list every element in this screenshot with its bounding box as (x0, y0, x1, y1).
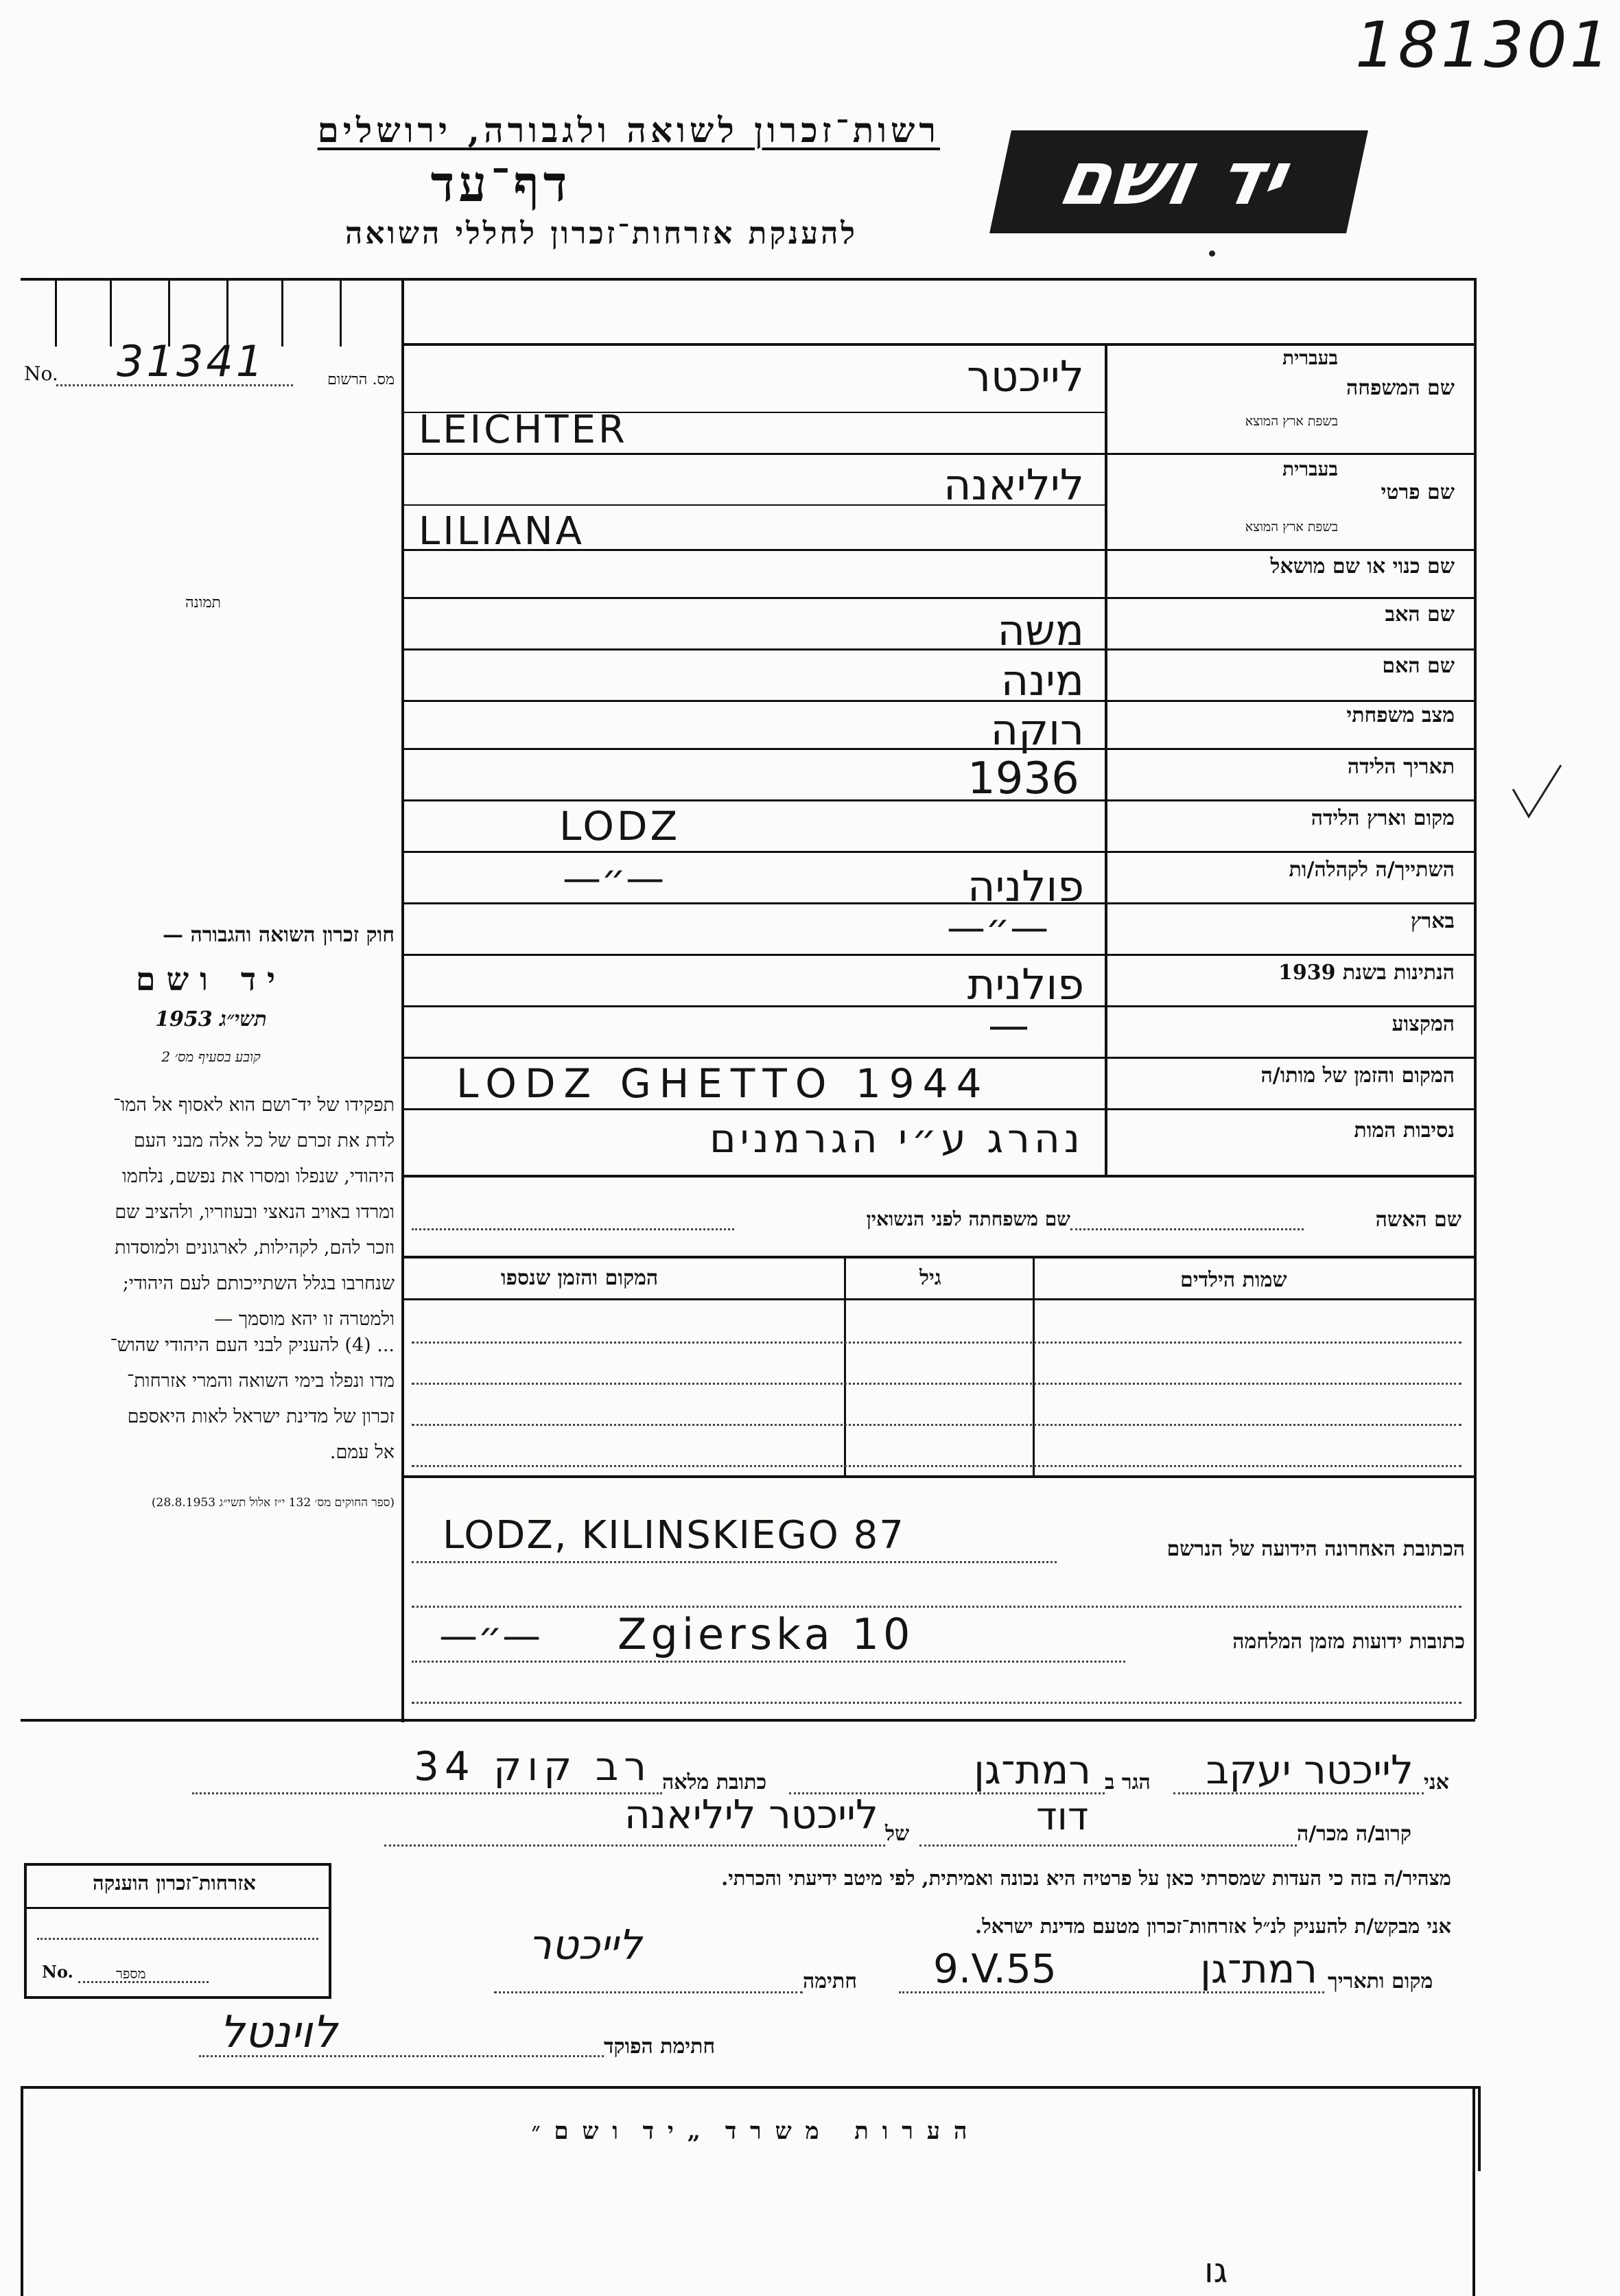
officer-signature: לוינטל (220, 2007, 338, 2058)
war-address-ditto: —״— (439, 1614, 541, 1659)
law-title: חוק זכרון השואה והגבורה — (163, 923, 395, 947)
citizenship-awarded-box (24, 1863, 331, 1999)
bottom-dot (1209, 250, 1215, 257)
relation-of-name: לייכטר ליליאנה (624, 1791, 878, 1838)
family-name-native-label: בשפת ארץ המוצא (1245, 414, 1338, 429)
yad-vashem-logo (989, 130, 1368, 233)
community-ditto: —״— (563, 856, 665, 901)
mother-label: שם האם (1382, 654, 1455, 678)
birth-place-value: LODZ (559, 803, 681, 850)
law-clause: קובע בסעיף מס׳ 2 (161, 1049, 261, 1065)
children-age-header: גיל (919, 1266, 941, 1290)
last-address-value: LODZ, KILINSKIEGO 87 (443, 1513, 905, 1558)
country-label: בארץ (1410, 909, 1455, 933)
declaration-place: רמת־גן (1200, 1945, 1317, 1992)
law-line: מדו ונפלו בימי השואה והמרי אזרחות־ (126, 1370, 395, 1392)
family-name-hebrew: לייכטר (967, 351, 1084, 401)
place-date-label: מקום ותאריך (1328, 1969, 1433, 1993)
relation-of-label: של (885, 1822, 910, 1846)
family-name-label: שם המשפחה (1346, 376, 1455, 400)
notes-title: ה ע ר ו ת מ ש ר ד „ י ד ו ש ם ״ (531, 2118, 970, 2145)
citizenship-box-title: אזרחות־זכרון הוענקה (93, 1871, 256, 1895)
death-cause-value: נהרג ע״י הגרמנים (709, 1115, 1084, 1162)
law-year: תשי״ג 1953 (155, 1007, 267, 1031)
authority-title: רשות־זכרון לשואה ולגבורה, ירושלים (317, 110, 940, 150)
last-address-label: הכתובת האחרונה הידועה של הנרשם (1166, 1537, 1465, 1561)
death-place-label: המקום והזמן של מותו/ה (1260, 1064, 1455, 1088)
archive-number: 181301 (1355, 8, 1613, 82)
registration-no-label: No. (24, 362, 58, 385)
community-label: השתייך/ה לקהלה/ות (1289, 858, 1455, 882)
profession-value: — (988, 1002, 1029, 1050)
law-line: אל עמם. (329, 1442, 395, 1463)
marital-value: רוקה (990, 705, 1084, 755)
notes-box (21, 2086, 1481, 2171)
law-citation: (ספר החוקים מס׳ 132 י״ז אלול תשי״ג 28.8.1953) (151, 1496, 395, 1510)
logo-text: יד ושם (1051, 136, 1294, 222)
wife-maiden-label: שם משפחתה לפני הנשואין (866, 1208, 1070, 1230)
nickname-label: שם כנוי או שם מושאל (1270, 554, 1455, 578)
declarant-resides-label: הגר ב (1105, 1770, 1151, 1794)
law-name: יד ושם (135, 961, 287, 998)
photo-label: תמונה (185, 594, 221, 611)
father-label: שם האב (1385, 602, 1455, 626)
first-name-hebrew: ליליאנה (943, 460, 1084, 510)
bottom-mark: גו (1204, 2251, 1228, 2291)
officer-signature-label: חתימת הפוקד (604, 2035, 716, 2059)
checkmark-icon (1510, 762, 1564, 823)
citizenship-box-number-label: מספר (116, 1965, 146, 1982)
first-name-hebrew-label: בעברית (1282, 458, 1338, 480)
community-value: פולניה (967, 861, 1084, 911)
citizenship-box-no: No. (42, 1962, 73, 1982)
birth-date-label: תאריך הלידה (1347, 755, 1455, 779)
law-line: ולמטרה זו יהא מוסמך — (214, 1309, 395, 1330)
law-line: שנחרבו בגלל השתייכותם לעם היהודי; (122, 1273, 395, 1294)
law-line: היהודי, שנפלו ומסרו את נפשם, נלחמו (121, 1166, 395, 1187)
citizenship-label: הנתינות בשנת 1939 (1278, 961, 1455, 985)
registration-number: 31341 (117, 336, 266, 386)
family-name-hebrew-label: בעברית (1282, 347, 1338, 369)
war-address-street: Zgierska 10 (618, 1609, 915, 1659)
declarant-address: רב קוק 34 (413, 1743, 652, 1790)
father-value: משה (997, 605, 1084, 655)
death-place-value: LODZ GHETTO 1944 (456, 1060, 990, 1107)
form-title: דף־עד (430, 154, 572, 213)
law-line: ... (4) להעניק לבני העם היהודי שהוש־ (110, 1335, 395, 1356)
relation-label: קרוב/ה מכר/ה (1297, 1822, 1411, 1846)
first-name-label: שם פרטי (1381, 480, 1455, 504)
country-value: —״— (947, 906, 1049, 950)
law-line: וזכר להם, לקהילות, לארגונים ולמוסדות (115, 1237, 395, 1258)
declarant-ani: אני (1424, 1770, 1449, 1794)
law-line: ומרדו באויב הנאצי ובעוזריו, ולהציב שם (115, 1202, 395, 1223)
citizenship-value: פולנית (967, 959, 1084, 1009)
declarant-address-label: כתובת מלאה (662, 1770, 767, 1794)
birth-place-label: מקום וארץ הלידה (1311, 806, 1455, 830)
children-names-header: שמות הילדים (1180, 1268, 1287, 1292)
first-name-native-label: בשפת ארץ המוצא (1245, 519, 1338, 535)
law-line: זכרון של מדינת ישראל לאות היאספם (127, 1406, 395, 1427)
law-paragraph (21, 1088, 395, 1337)
declarant-city: רמת־גן (974, 1746, 1091, 1793)
relation-value: דוד (1036, 1794, 1089, 1839)
form-subtitle: להענקת אזרחות־זכרון לחללי השואה (344, 216, 858, 251)
first-name-native: LILIANA (419, 509, 585, 554)
children-place-header: המקום והזמן שנספו (501, 1266, 659, 1290)
request-text: אני מבקש/ת להעניק לנ״ל אזרחות־זכרון מטעם מדינת ישראל. (975, 1914, 1451, 1938)
registration-label: מס. הרשום (327, 371, 395, 388)
war-address-label: כתובות ידועות מזמן המלחמה (1232, 1630, 1465, 1654)
family-name-native: LEICHTER (419, 408, 628, 452)
declaration-date: 9.V.55 (933, 1945, 1057, 1992)
declarant-name: לייכטר יעקב (1206, 1746, 1413, 1793)
marital-label: מצב משפחתי (1346, 703, 1455, 727)
wife-label: שם האשה (1375, 1208, 1461, 1232)
signature-label: חתימה (803, 1969, 857, 1993)
law-paragraph-2 (21, 1328, 395, 1471)
birth-date-value: 1936 (967, 753, 1079, 804)
declaration-text: מצהיר/ה בזה כי העדות שמסרתי כאן על פרטיה היא נכונה ואמיתית, לפי מיטב ידיעתי והכרתי. (721, 1866, 1451, 1890)
declarant-signature: לייכטר (528, 1921, 642, 1969)
law-line: לדת את זכרם של כל אלה מבני העם (133, 1130, 395, 1151)
mother-value: מינה (1000, 655, 1084, 705)
law-line: תפקידו של יד־ושם הוא לאסוף אל המו־ (113, 1094, 395, 1116)
profession-label: המקצוע (1392, 1012, 1455, 1036)
death-cause-label: נסיבות המות (1354, 1118, 1455, 1143)
